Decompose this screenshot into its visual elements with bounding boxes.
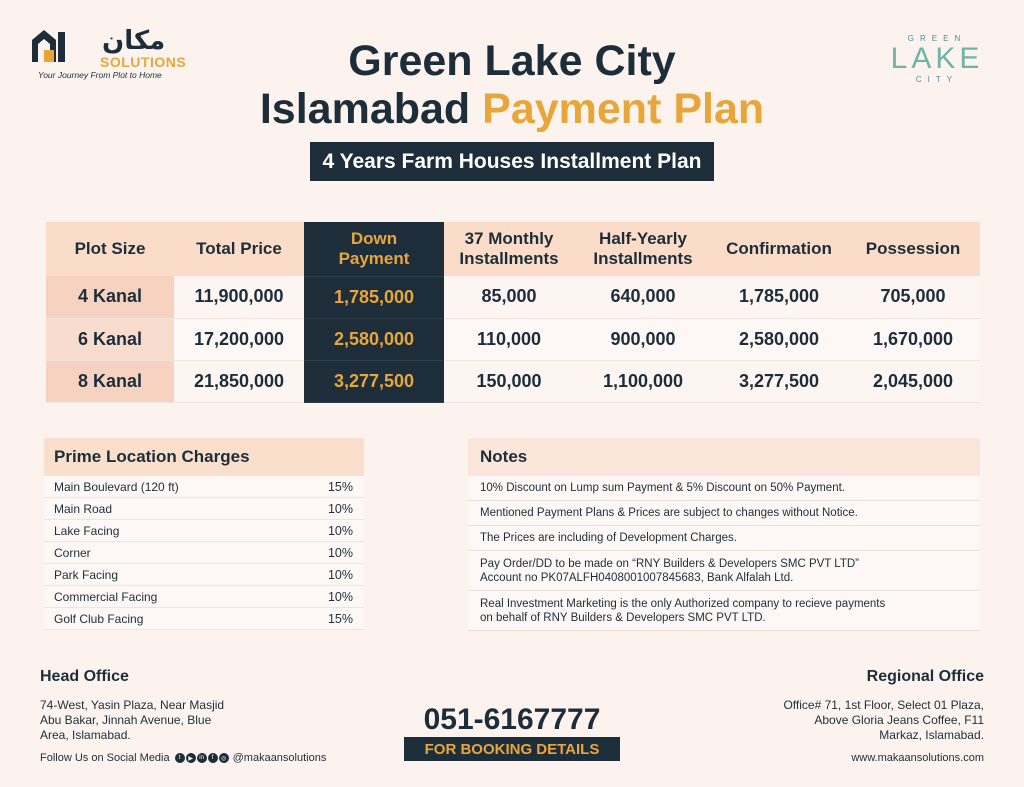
table-cell: 900,000 bbox=[574, 318, 712, 360]
regional-office-line: Office# 71, 1st Floor, Select 01 Plaza, bbox=[783, 698, 984, 712]
page-title-line1: Green Lake City bbox=[348, 37, 676, 85]
table-row bbox=[46, 360, 980, 402]
regional-office bbox=[724, 668, 984, 743]
note-line: Real Investment Marketing is the only Authorized company to recieve payments bbox=[480, 597, 886, 610]
table-row bbox=[46, 276, 980, 318]
head-office-line: 74-West, Yasin Plaza, Near Masjid bbox=[40, 698, 225, 712]
table-cell: 150,000 bbox=[444, 360, 574, 402]
charge-label: Park Facing bbox=[54, 567, 119, 582]
col-header: Possession bbox=[846, 222, 980, 276]
charge-label: Corner bbox=[54, 545, 91, 560]
note-item: Mentioned Payment Plans & Prices are subject to changes without Notice. bbox=[468, 501, 980, 526]
list-item bbox=[44, 476, 364, 498]
table-cell: 110,000 bbox=[444, 318, 574, 360]
table-cell: 1,100,000 bbox=[574, 360, 712, 402]
charge-percent: 10% bbox=[327, 501, 353, 516]
col-header-text: 37 Monthly Installments bbox=[459, 229, 559, 268]
plan-subtitle: 4 Years Farm Houses Installment Plan bbox=[310, 142, 714, 181]
col-header-text: Down Payment bbox=[338, 228, 410, 268]
list-item bbox=[44, 564, 364, 586]
table-cell: 3,277,500 bbox=[712, 360, 846, 402]
table-cell: 8 Kanal bbox=[46, 360, 174, 402]
table-cell: 6 Kanal bbox=[46, 318, 174, 360]
payment-plan-table bbox=[46, 222, 980, 403]
charge-label: Golf Club Facing bbox=[54, 611, 144, 626]
table-cell: 21,850,000 bbox=[174, 360, 304, 402]
list-item bbox=[44, 542, 364, 564]
note-item: 10% Discount on Lump sum Payment & 5% Discount on 50% Payment. bbox=[468, 476, 980, 501]
charge-label: Lake Facing bbox=[54, 523, 120, 538]
social-handle[interactable]: @makaansolutions bbox=[232, 752, 327, 764]
col-header: Plot Size bbox=[46, 222, 174, 276]
charge-label: Commercial Facing bbox=[54, 589, 158, 604]
prime-title: Prime Location Charges bbox=[44, 438, 364, 476]
prime-location-charges bbox=[44, 438, 364, 634]
charge-percent: 10% bbox=[327, 567, 353, 582]
head-office-title: Head Office bbox=[40, 668, 129, 685]
table-cell: 1,670,000 bbox=[846, 318, 980, 360]
social-label: Follow Us on Social Media bbox=[40, 752, 170, 764]
col-header bbox=[444, 222, 574, 276]
notes-title: Notes bbox=[468, 438, 980, 476]
head-office-line: Abu Bakar, Jinnah Avenue, Blue bbox=[40, 713, 212, 727]
list-item bbox=[44, 520, 364, 542]
table-header-row bbox=[46, 222, 980, 276]
table-cell: 17,200,000 bbox=[174, 318, 304, 360]
linkedin-icon[interactable]: in bbox=[197, 753, 207, 763]
col-header bbox=[574, 222, 712, 276]
regional-office-line: Above Gloria Jeans Coffee, F11 bbox=[814, 713, 984, 727]
note-line: Account no PK07ALFH0408001007845683, Bank Alfalah Ltd. bbox=[480, 571, 794, 584]
booking-phone[interactable]: 051-6167777 bbox=[423, 703, 601, 736]
logo-solutions-text: SOLUTIONS bbox=[100, 54, 187, 70]
charge-percent: 10% bbox=[327, 523, 353, 538]
green-lake-logo-top: GREEN bbox=[907, 34, 967, 43]
head-office-line: Area, Islamabad. bbox=[40, 728, 131, 742]
note-line: on behalf of RNY Builders & Developers SMC PVT LTD. bbox=[480, 611, 766, 624]
head-office bbox=[40, 668, 300, 743]
table-cell: 4 Kanal bbox=[46, 276, 174, 318]
charge-percent: 15% bbox=[327, 479, 353, 494]
note-item bbox=[468, 551, 980, 591]
page-title-line2 bbox=[0, 84, 1024, 134]
col-header: Total Price bbox=[174, 222, 304, 276]
table-cell: 85,000 bbox=[444, 276, 574, 318]
list-item bbox=[44, 586, 364, 608]
list-item bbox=[44, 608, 364, 630]
table-cell: 11,900,000 bbox=[174, 276, 304, 318]
logo-tagline: Your Journey From Plot to Home bbox=[38, 70, 162, 80]
note-line: Pay Order/DD to be made on “RNY Builders & Developers SMC PVT LTD” bbox=[480, 557, 860, 570]
note-item: The Prices are including of Development Charges. bbox=[468, 526, 980, 551]
charge-label: Main Boulevard (120 ft) bbox=[54, 479, 179, 494]
table-cell: 705,000 bbox=[846, 276, 980, 318]
col-header: Confirmation bbox=[712, 222, 846, 276]
col-header-text: Half-Yearly Installments bbox=[593, 229, 693, 268]
table-cell: 1,785,000 bbox=[304, 276, 444, 318]
booking-details-label: FOR BOOKING DETAILS bbox=[404, 737, 620, 761]
col-header bbox=[304, 222, 444, 276]
table-row bbox=[46, 318, 980, 360]
website-link[interactable]: www.makaansolutions.com bbox=[851, 752, 984, 764]
regional-office-title: Regional Office bbox=[866, 668, 984, 685]
table-cell: 3,277,500 bbox=[304, 360, 444, 402]
youtube-icon[interactable]: ▶ bbox=[186, 753, 196, 763]
facebook-icon[interactable]: f bbox=[208, 753, 218, 763]
regional-office-line: Markaz, Islamabad. bbox=[879, 728, 984, 742]
green-lake-logo-mid: LAKE bbox=[890, 42, 984, 75]
list-item bbox=[44, 498, 364, 520]
charge-percent: 10% bbox=[327, 545, 353, 560]
green-lake-logo-bot: CITY bbox=[915, 75, 959, 84]
table-cell: 2,045,000 bbox=[846, 360, 980, 402]
twitter-icon[interactable]: t bbox=[175, 753, 185, 763]
table-cell: 2,580,000 bbox=[304, 318, 444, 360]
table-cell: 640,000 bbox=[574, 276, 712, 318]
charge-label: Main Road bbox=[54, 501, 113, 516]
social-icons bbox=[175, 753, 230, 763]
notes-panel bbox=[468, 438, 980, 632]
table-cell: 1,785,000 bbox=[712, 276, 846, 318]
charge-percent: 10% bbox=[327, 589, 353, 604]
title-city: Islamabad bbox=[259, 85, 471, 133]
logo-urdu-text: مکان bbox=[102, 26, 166, 56]
charge-percent: 15% bbox=[327, 611, 353, 626]
social-media bbox=[40, 752, 326, 764]
instagram-icon[interactable]: ◎ bbox=[219, 753, 229, 763]
note-item bbox=[468, 591, 980, 631]
title-payment-plan: Payment Plan bbox=[482, 85, 765, 133]
table-cell: 2,580,000 bbox=[712, 318, 846, 360]
